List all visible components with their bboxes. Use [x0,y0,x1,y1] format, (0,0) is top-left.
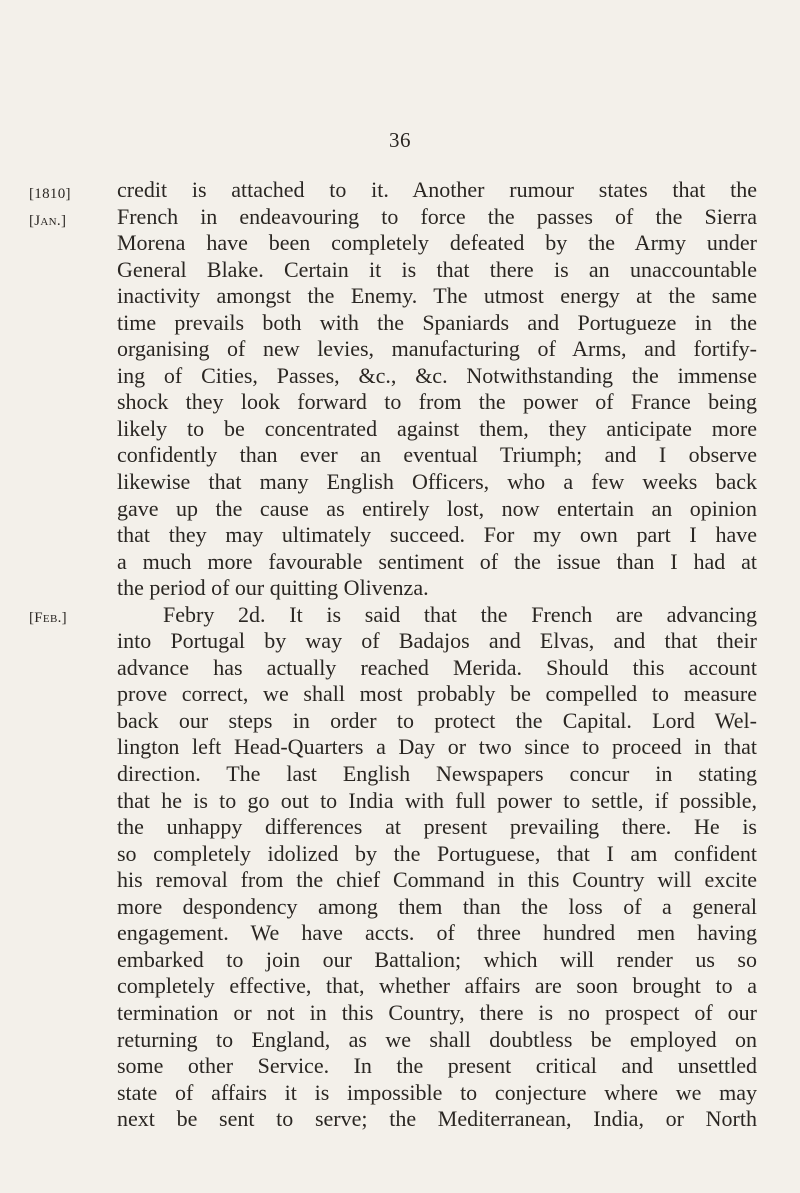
text-line: the period of our quitting Olivenza. [117,575,429,601]
text-line: shock they look forward to from the power of France being [117,389,757,415]
text-line: returning to England, as we shall doubtless be employed on [117,1026,757,1052]
margin-note-january: [Jan.] [29,213,67,229]
text-line: French in endeavouring to force the passes of the Sierra [117,203,757,229]
text-line: the unhappy differences at present prevailing there. He is [117,814,757,840]
text-line: a much more favourable sentiment of the issue than I had at [117,548,757,574]
text-line: back our steps in order to protect the Capital. Lord Wel- [117,707,757,733]
text-line: completely effective, that, whether affairs are soon brought to a [117,973,757,999]
text-line: termination or not in this Country, there is no prospect of our [117,999,757,1025]
text-line: next be sent to serve; the Mediterranean, India, or North [117,1106,757,1132]
text-line: advance has actually reached Merida. Should this account [117,654,757,680]
text-line: direction. The last English Newspapers concur in stating [117,761,757,787]
text-line: inactivity amongst the Enemy. The utmost energy at the same [117,283,757,309]
text-line: ing of Cities, Passes, &c., &c. Notwithstanding the immense [117,362,757,388]
text-line: that they may ultimately succeed. For my own part I have [117,522,757,548]
text-line: likely to be concentrated against them, they anticipate more [117,415,757,441]
text-line: state of affairs it is impossible to conjecture where we may [117,1079,757,1105]
text-line: some other Service. In the present critical and unsettled [117,1053,757,1079]
text-line: gave up the cause as entirely lost, now entertain an opinion [117,495,757,521]
margin-note-february: [Feb.] [29,610,67,626]
text-line: engagement. We have accts. of three hundred men having [117,920,757,946]
text-line: likewise that many English Officers, who a few weeks back [117,469,757,495]
text-line: so completely idolized by the Portuguese, that I am confident [117,840,757,866]
text-line: time prevails both with the Spaniards and Portugueze in the [117,309,757,335]
text-line: into Portugal by way of Badajos and Elvas, and that their [117,628,757,654]
page-number: 36 [389,128,411,152]
paragraph-2 [117,602,757,1133]
margin-note-year: [1810] [29,186,71,202]
text-line: his removal from the chief Command in this Country will excite [117,867,757,893]
text-line: General Blake. Certain it is that there is an unaccountable [117,256,757,282]
text-line: lington left Head-Quarters a Day or two since to proceed in that [117,734,757,760]
text-line: prove correct, we shall most probably be compelled to measure [117,681,757,707]
text-line: more despondency among them than the loss of a general [117,893,757,919]
text-line: credit is attached to it. Another rumour states that the [117,177,757,202]
text-line: organising of new levies, manufacturing of Arms, and fortify- [117,336,757,362]
body-text [117,177,757,1133]
text-line: Febry 2d. It is said that the French are advancing [163,601,757,627]
text-line: confidently than ever an eventual Triumph; and I observe [117,442,757,468]
text-line: that he is to go out to India with full power to settle, if possible, [117,787,757,813]
text-line: Morena have been completely defeated by the Army under [117,230,757,256]
text-line: embarked to join our Battalion; which will render us so [117,946,757,972]
paragraph-1 [117,177,757,602]
